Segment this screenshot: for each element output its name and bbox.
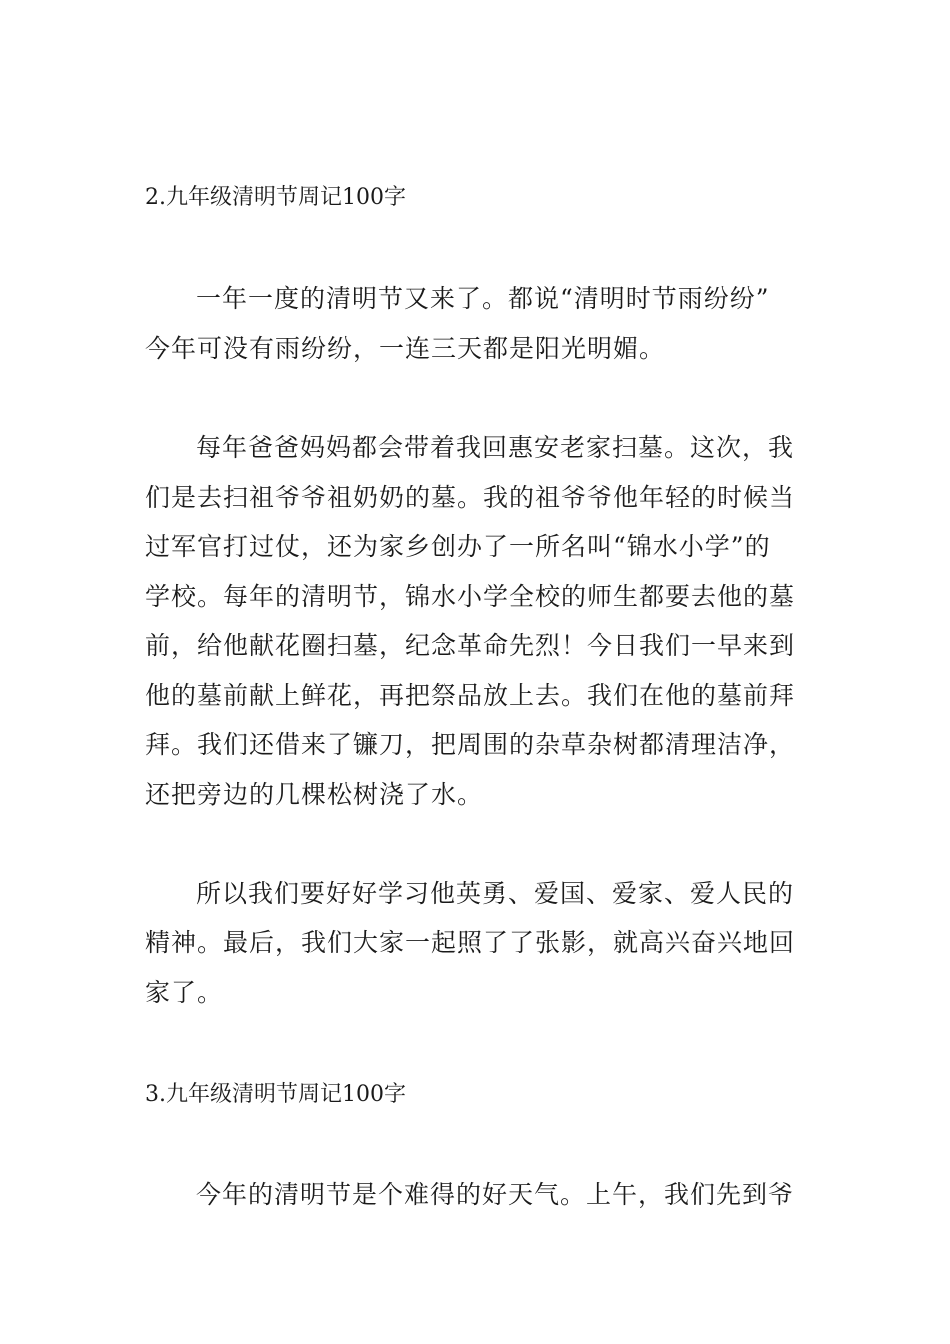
section-2-para-2-line-5: 前，给他献花圈扫墓，纪念革命先烈！今日我们一早来到 [145, 631, 796, 660]
section-2-para-2-line-4: 学校。每年的清明节，锦水小学全校的师生都要去他的墓 [145, 582, 796, 611]
section-2-para-2-line-3: 过军官打过仗，还为家乡创办了一所名叫“锦水小学”的 [145, 532, 771, 561]
section-2-para-2-line-8: 还把旁边的几棵松树浇了水。 [145, 780, 484, 809]
section-3-heading: 3.九年级清明节周记100字 [145, 1082, 406, 1107]
section-3-para-1-line-1: 今年的清明节是个难得的好天气。上午，我们先到爷 [196, 1180, 795, 1209]
section-2-para-2-line-7: 拜。我们还借来了镰刀，把周围的杂草杂树都清理洁净， [145, 730, 796, 759]
section-2-para-2-line-6: 他的墓前献上鲜花，再把祭品放上去。我们在他的墓前拜 [145, 681, 796, 710]
section-2-para-3-line-3: 家了。 [145, 978, 224, 1007]
section-2-para-1-line-2: 今年可没有雨纷纷，一连三天都是阳光明媚。 [145, 334, 666, 363]
section-2-para-1-line-1: 一年一度的清明节又来了。都说“清明时节雨纷纷” [196, 284, 770, 313]
section-2-para-3-line-2: 精神。最后，我们大家一起照了了张影，就高兴奋兴地回 [145, 928, 796, 957]
section-2-para-2-line-2: 们是去扫祖爷爷祖奶奶的墓。我的祖爷爷他年轻的时候当 [145, 483, 796, 512]
section-2-para-2-line-1: 每年爸爸妈妈都会带着我回惠安老家扫墓。这次，我 [196, 433, 795, 462]
section-2-heading: 2.九年级清明节周记100字 [145, 185, 406, 210]
section-2-para-3-line-1: 所以我们要好好学习他英勇、爱国、爱家、爱人民的 [196, 879, 795, 908]
